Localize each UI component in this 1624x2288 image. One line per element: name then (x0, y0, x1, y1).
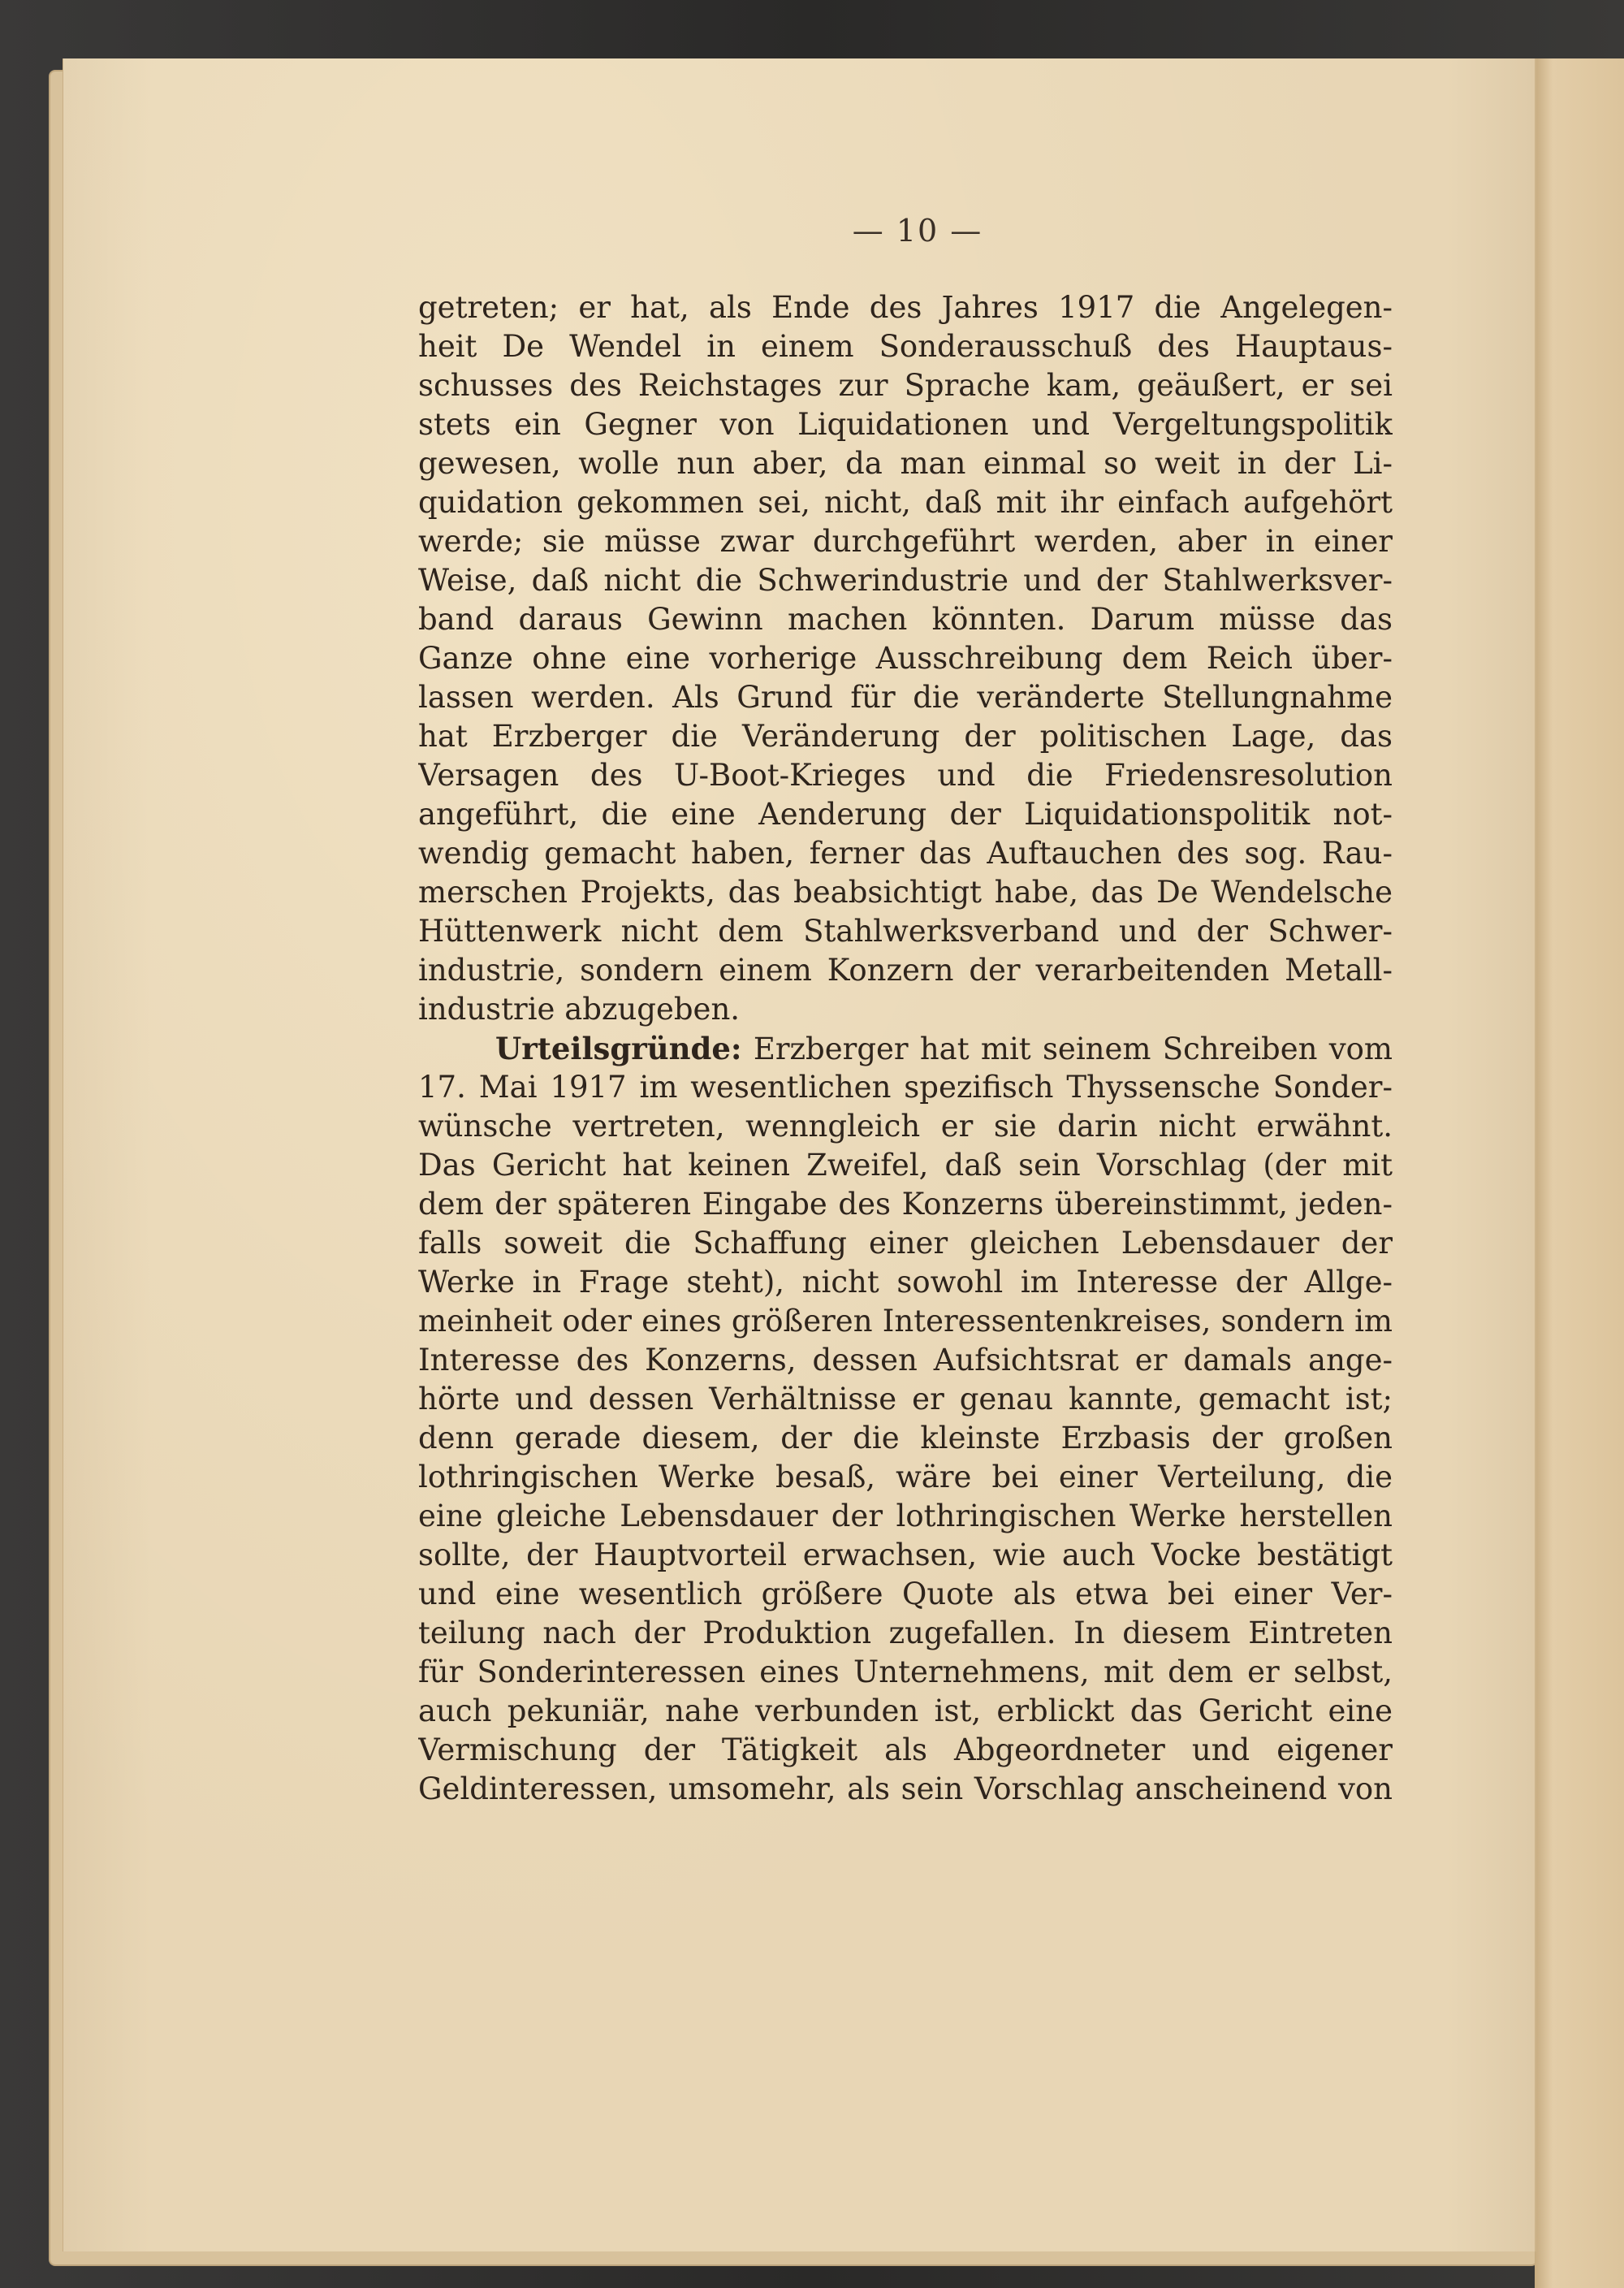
verdict-first-line-text: Erzberger hat mit seinem Schreiben vom (753, 1032, 1393, 1066)
verdict-first-line (418, 1029, 1393, 1068)
text-line: auch pekuniär, nahe verbunden ist, erblickt das Gericht eine (418, 1693, 1393, 1728)
text-line: teilung nach der Produktion zugefallen. In diesem Eintreten (418, 1615, 1393, 1650)
text-line: industrie, sondern einem Konzern der verarbeitenden Metall- (418, 953, 1393, 988)
text-line: denn gerade diesem, der die kleinste Erzbasis der großen (418, 1421, 1393, 1455)
facing-page-edge (1535, 58, 1624, 2288)
text-line: Versagen des U-Boot-Krieges und die Friedensresolution (418, 758, 1393, 793)
page-number: — 10 — (852, 213, 983, 249)
text-line: meinheit oder eines größeren Interessentenkreises, sondern im (418, 1304, 1393, 1339)
text-line: Interesse des Konzerns, dessen Aufsichtsrat er damals ange- (418, 1343, 1393, 1378)
text-line: Vermischung der Tätigkeit als Abgeordneter und eigener (418, 1732, 1393, 1767)
text-line: 17. Mai 1917 im wesentlichen spezifisch Thyssensche Sonder- (418, 1070, 1393, 1105)
text-line: und eine wesentlich größere Quote als etwa bei einer Ver- (418, 1577, 1393, 1611)
text-line: sollte, der Hauptvorteil erwachsen, wie auch Vocke bestätigt (418, 1538, 1393, 1572)
text-line: heit De Wendel in einem Sonderausschuß des Hauptaus- (418, 329, 1393, 364)
text-line: Werke in Frage steht), nicht sowohl im Interesse der Allge- (418, 1265, 1393, 1300)
text-line: wünsche vertreten, wenngleich er sie darin nicht erwähnt. (418, 1109, 1393, 1144)
verdict-label: Urteilsgründe: (495, 1031, 742, 1066)
text-line: getreten; er hat, als Ende des Jahres 1917 die Angelegen- (418, 290, 1393, 325)
text-line: band daraus Gewinn machen könnten. Darum müsse das (418, 602, 1393, 637)
text-line: lothringischen Werke besaß, wäre bei einer Verteilung, die (418, 1460, 1393, 1494)
text-line: schusses des Reichstages zur Sprache kam, geäußert, er sei (418, 368, 1393, 403)
text-line: Das Gericht hat keinen Zweifel, daß sein Vorschlag (der mit (418, 1148, 1393, 1183)
text-line: wendig gemacht haben, ferner das Auftauchen des sog. Rau- (418, 836, 1393, 871)
text-line: stets ein Gegner von Liquidationen und Vergeltungspolitik (418, 407, 1393, 442)
text-line: werde; sie müsse zwar durchgeführt werden, aber in einer (418, 524, 1393, 559)
text-line: hörte und dessen Verhältnisse er genau kannte, gemacht ist; (418, 1382, 1393, 1416)
text-line: Ganze ohne eine vorherige Ausschreibung dem Reich über- (418, 641, 1393, 676)
body-text (418, 288, 1393, 1809)
text-line: lassen werden. Als Grund für die veränderte Stellungnahme (418, 680, 1393, 715)
text-line: angeführt, die eine Aenderung der Liquidationspolitik not- (418, 797, 1393, 832)
text-line: Geldinteressen, umsomehr, als sein Vorschlag anscheinend von (418, 1771, 1393, 1806)
text-line: für Sonderinteressen eines Unternehmens, mit dem er selbst, (418, 1654, 1393, 1689)
text-line: eine gleiche Lebensdauer der lothringischen Werke herstellen (418, 1499, 1393, 1533)
text-line: Hüttenwerk nicht dem Stahlwerksverband und der Schwer- (418, 914, 1393, 949)
text-line: gewesen, wolle nun aber, da man einmal so weit in der Li- (418, 446, 1393, 481)
text-line: quidation gekommen sei, nicht, daß mit ihr einfach aufgehört (418, 485, 1393, 520)
text-line: Weise, daß nicht die Schwerindustrie und der Stahlwerksver- (418, 563, 1393, 598)
text-line: dem der späteren Eingabe des Konzerns übereinstimmt, jeden- (418, 1187, 1393, 1222)
text-line: hat Erzberger die Veränderung der politischen Lage, das (418, 719, 1393, 754)
text-line: merschen Projekts, das beabsichtigt habe, das De Wendelsche (418, 875, 1393, 910)
text-line: falls soweit die Schaffung einer gleichen Lebensdauer der (418, 1226, 1393, 1261)
text-line: industrie abzugeben. (418, 992, 741, 1027)
